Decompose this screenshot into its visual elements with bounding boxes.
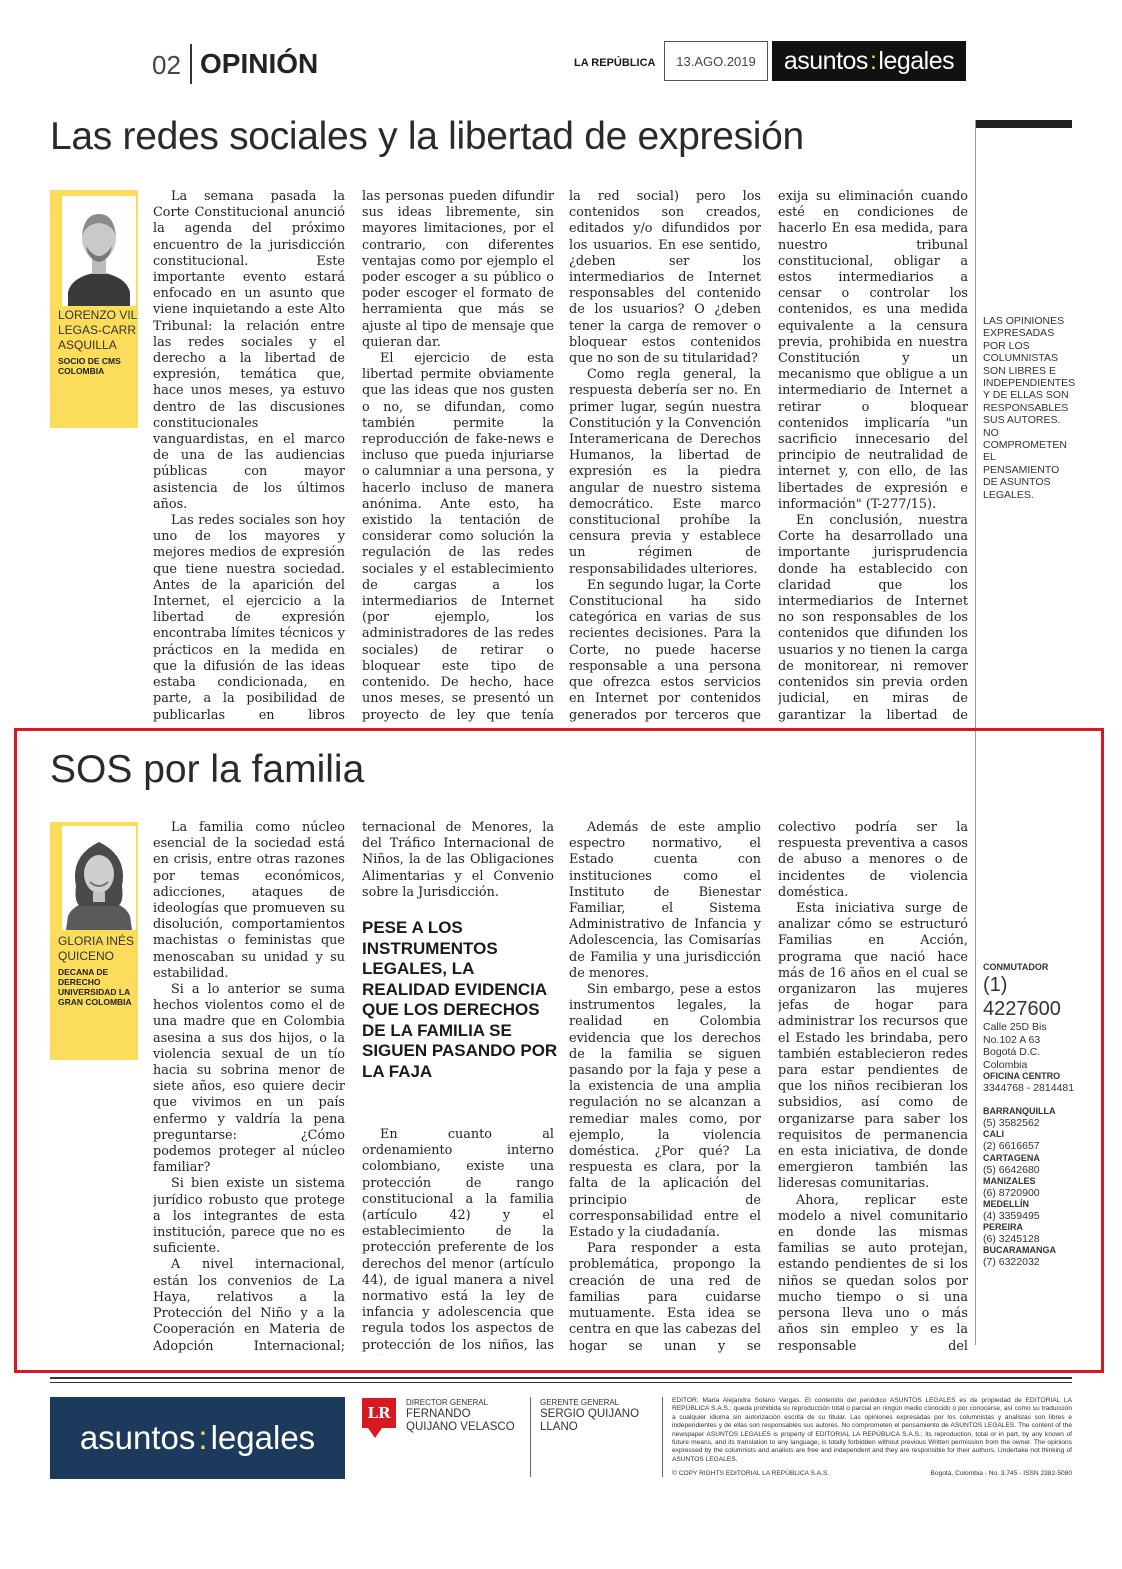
footer-divider <box>530 1397 531 1477</box>
central-office-phone: 3344768 - 2814481 <box>983 1082 1075 1094</box>
city-phone: (7) 6322032 <box>983 1256 1040 1269</box>
paragraph: La familia como núcleo esencial de la sociedad está en crisis, entre otras razones por temas económicos, adicciones, ataques de ideologías que promueven su disolución, comportamientos machistas o feministas que menoscaban su unidad y su estabilidad. <box>153 820 345 981</box>
paragraph: En cuanto al ordenamiento interno colombiano, existe una protección de rango constitucional a la familia (artículo 42) y el establecimiento de la protección preferente de los derechos del menor (artículo 44), de igual manera a nivel normativo está la ley de infancia y adolescencia que regula todos los aspectos de protección de los niños, las <box>362 1127 554 1353</box>
issue-date: 13.AGO.2019 <box>664 41 768 81</box>
brand-colon: : <box>198 1419 208 1456</box>
switchboard-label: CONMUTADOR <box>983 962 1049 972</box>
lr-logo-tail <box>368 1428 382 1438</box>
page-number: 02 <box>152 50 181 80</box>
article-1-author-name: LORENZO VILLEGAS-CARRASQUILLA <box>58 308 138 352</box>
paragraph: En segundo lugar, la Corte Constitucional ha sido categórica en varias de sus recientes decisiones. Para la Corte, no puede hacerse responsable a una persona que ofrezca estos servicios en Internet por contenidos generados por terceros que <box>569 577 761 723</box>
city-name: MANIZALES <box>983 1175 1036 1186</box>
city-name: MEDELLÍN <box>983 1199 1029 1210</box>
city-phone: (4) 3359495 <box>983 1210 1040 1223</box>
paragraph: Como regla general, la respuesta debería ser no. En primer lugar, según nuestra Constitución y la Convención Interamericana de Derechos Humanos, la libertad de expresión es la piedra angular de nuestro sistema democrático. Este marco constitucional prohíbe la censura previa y establece un régimen de responsabilidades ulteriores. <box>569 367 761 577</box>
city-phone: (5) 3582562 <box>983 1117 1040 1130</box>
paragraph: Si a lo anterior se suma hechos violentos como el de una madre que en Colombia asesina a sus dos hijos, o la violencia sexual de un tío hacia su sobrina menor de siete años, eso quiere decir que vivimos en un país enfermo y valdría la pena preguntarse: ¿Cómo podemos proteger al núcleo familiar? <box>153 982 345 1176</box>
article-1-title: Las redes sociales y la libertad de expresión <box>50 115 804 158</box>
footer-brand-logo <box>50 1397 345 1479</box>
brand-colon: : <box>869 46 877 75</box>
rail-top-bar <box>976 120 1072 128</box>
article-1-column-1 <box>153 189 345 723</box>
article-2-title: SOS por la familia <box>50 748 365 791</box>
director-name: FERNANDO QUIJANO VELASCO <box>406 1408 515 1433</box>
paragraph: ternacional de Menores, la del Tráfico Internacional de Niños, la de las Obligaciones Alimentarias y el Convenio sobre la Jurisdicción. <box>362 820 554 900</box>
copyright: © COPY RIGHTS EDITORIAL LA REPÚBLICA S.A.S. <box>672 1470 830 1477</box>
header-brand-logo <box>772 41 966 81</box>
footer-rule <box>50 1377 1072 1379</box>
pull-quote: PESE A LOS INSTRUMENTOS LEGALES, LA REALIDAD EVIDENCIA QUE LOS DERECHOS DE LA FAMILIA SE SIGUEN PASANDO POR LA FAJA <box>362 918 558 1081</box>
paragraph: El ejercicio de esta libertad permite obviamente que las ideas que nos gusten o no, se difundan, como también permite la reproducción de fake-news e incluso que pueda injuriarse o calumniar a una persona, y hacerlo incluso de manera anónima. Ante esto, ha existido la tentación de considerar como solución la regulación de las redes sociales y el establecimiento de cargas a los intermediarios de Internet (por ejemplo, los administradores de las redes sociales) de retirar o bloquear este tipo de contenido. De hecho, hace unos meses, se presentó un proyecto de ley que tenía <box>362 351 554 723</box>
director-role: DIRECTOR GENERAL <box>406 1398 489 1407</box>
city-name: CALI <box>983 1129 1004 1140</box>
legal-footer-line <box>672 1470 1072 1477</box>
paragraph: Además de este amplio espectro normativo, el Estado cuenta con instituciones como el Instituto de Bienestar Familiar, el Sistema Administrativo de Infancia y Adolescencia, las Comisarías de Familia y una jurisdicción de menores. <box>569 820 761 981</box>
brand-word-2: legales <box>878 46 955 75</box>
central-office-label: OFICINA CENTRO <box>983 1071 1061 1081</box>
paragraph: Esta iniciativa surge de analizar cómo se estructuró Familias en Acción, programa que nació hace más de 16 años en el cual se organizaron las mujeres jefas de hogar para administrar los recursos que el Estado les brindaba, pero también establecieron redes para estar pendientes de que los niños recibieran los subsidios, así como de organizarse para saber los requisitos de permanencia en esta iniciativa, de donde emergieron también las lideresas comunitarias. <box>778 901 968 1192</box>
paragraph: A nivel internacional, están los convenios de La Haya, relativos a la Protección del Niño y a la Cooperación en Materia de Adopción Internacional; <box>153 1257 345 1354</box>
paragraph: las personas pueden difundir sus ideas libremente, sin mayores limitaciones, por el contrario, con diferentes ventajas como por ejemplo el poder escoger a su público o poder escoger el formato de herramienta que más se ajuste al tipo de mensaje que quieran dar. <box>362 189 554 350</box>
paragraph: colectivo podría ser la respuesta preventiva a casos de abuso a menores o de incidentes de violencia doméstica. <box>778 820 968 900</box>
issue-info: Bogotá, Colombia - No. 3.745 - ISSN 2382-5080 <box>930 1470 1072 1477</box>
article-1-column-4 <box>778 189 968 723</box>
director-block <box>406 1398 524 1434</box>
address-line: Bogotá D.C. <box>983 1046 1041 1058</box>
header-divider <box>190 44 192 84</box>
section-title: OPINIÓN <box>200 48 319 79</box>
article-2-author-name: GLORIA INÉS QUICENO <box>58 934 135 963</box>
manager-role: GERENTE GENERAL <box>540 1398 620 1407</box>
article-1-author-role: SOCIO DE CMS COLOMBIA <box>58 356 121 376</box>
article-1-column-3 <box>569 189 761 723</box>
paragraph: exija su eliminación cuando esté en condiciones de hacerlo En esa medida, para nuestro tribunal constitucional, obligar a estos intermediarios a censar o controlar los contenidos, es una medida equivalente a la censura previa, prohibida en nuestra Constitución y un mecanismo que obligue a un intermediario de Internet a retirar o bloquear contenidos implicaría "un sacrificio innecesario del principio de neutralidad de internet y, con ello, de las libertades de expresión e información" (T-277/15). <box>778 189 968 512</box>
city-name: PEREIRA <box>983 1222 1024 1233</box>
paragraph: La semana pasada la Corte Constitucional anunció la agenda del próximo encuentro de la jurisdicción constitucional. Este importante evento estará enfocado en un asunto que viene inquietando a este Alto Tribunal: la relación entre las redes sociales y el derecho a la libertad de expresión, temática que, hace unos meses, ya estuvo dentro de las discusiones constitucionales vanguardistas, en el marco de una de las audiencias públicas con mayor asistencia de los últimos años. <box>153 189 345 512</box>
brand-word-2: legales <box>210 1419 316 1456</box>
city-phone: (6) 3245128 <box>983 1233 1040 1246</box>
publisher-name: LA REPÚBLICA <box>574 57 656 69</box>
article-1-column-2 <box>362 189 554 723</box>
paragraph: Si bien existe un sistema jurídico robusto que protege a los integrantes de esta institución, parece que no es suficiente. <box>153 1176 345 1257</box>
city-phone: (2) 6616657 <box>983 1140 1040 1153</box>
opinion-disclaimer: LAS OPINIONES EXPRESADAS POR LOS COLUMNISTAS SON LIBRES E INDEPENDIENTES Y DE ELLAS SON RESPONSABLES SUS AUTORES. NO COMPROMETEN EL PENSAMIENTO DE ASUNTOS LEGALES. <box>983 315 1076 501</box>
brand-word-1: asuntos <box>783 46 868 75</box>
city-name: BUCARAMANGA <box>983 1245 1056 1256</box>
address-line: Colombia <box>983 1058 1028 1071</box>
footer-divider <box>662 1397 663 1477</box>
manager-block <box>540 1398 650 1434</box>
footer-rule <box>50 1382 1072 1383</box>
paragraph: Sin embargo, pese a estos instrumentos legales, la realidad en Colombia evidencia que los derechos de la familia se siguen pasando por la faja y pese a la existencia de una amplia regulación no se alcanzan a remediar males como, por ejemplo, la violencia doméstica. ¿Por qué? La respuesta es clara, por la falta de la aplicación del principio de corresponsabilidad entre el Estado y la ciudadanía. <box>569 982 761 1241</box>
paragraph: la red social) pero los contenidos son creados, editados y/o difundidos por los usuarios. En ese sentido, ¿deben ser los intermediarios de Internet responsables del contenido de los usuarios? O ¿deben tener la carga de remover o bloquear estos contenidos que no son de su titularidad? <box>569 189 761 367</box>
city-name: BARRANQUILLA <box>983 1106 1056 1117</box>
switchboard-number: (1) 4227600 <box>983 974 1061 1020</box>
city-phone: (5) 6642680 <box>983 1163 1040 1176</box>
address-line: Calle 25D Bis <box>983 1021 1047 1033</box>
article-2-author-role: DECANA DE DERECHO UNIVERSIDAD LA GRAN COLOMBIA <box>58 967 132 1007</box>
brand-word-1: asuntos <box>79 1419 196 1456</box>
legal-notice: EDITOR: María Alejandra Solano Vargas. El contenido del periódico ASUNTOS LEGALES es de propiedad de EDITORIAL LA REPÚBLICA S.A.S.; queda prohibida su reproducción total o parcial en ningún medio conocido o por conocerse, así como su traducción a cualquier idioma sin autorización escrita de su titular. Las opiniones expresadas por los columnistas y analistas son libres e independientes y de ellas son responsables sus autores. No comprometen el pensamiento de ASUNTOS LEGALES. The content of the newspaper ASUNTOS LEGALES is property of EDITORIAL LA REPÚBLICA S.A.S.; its reproduction, total or in part, by any known of future means, and its translation to any language, is totally forbidden without previous Written permission from the owner. The opinions expressed by the columnists and analists are free and independent and they are responsible for their authors. Undertake not thinking of ASUNTOS LEGALES. <box>672 1397 1072 1463</box>
article-1-author-box <box>50 190 138 428</box>
paragraph: Las redes sociales son hoy uno de los mayores y mejores medios de expresión que tiene nuestra sociedad. Antes de la aparición del Internet, el ejercicio a la libertad de expresión encontraba límites técnicos y prácticos en la medida en que la difusión de las ideas estaba condicionada, en parte, a la posibilidad de publicarlas en libros <box>153 513 345 723</box>
highlight-box <box>14 728 1104 1373</box>
paragraph: Ahora, replicar este modelo a nivel comunitario en donde las mismas familias se auto protejan, estando pendientes de si los niños se quedan solos por mucho tiempo o si una persona lleva uno o más años sin empleo y es la responsable del <box>778 1192 968 1354</box>
city-name: CARTAGENA <box>983 1152 1040 1163</box>
author-photo-icon <box>62 196 136 306</box>
manager-name: SERGIO QUIJANO LLANO <box>540 1408 640 1433</box>
address-line: No.102 A 63 <box>983 1033 1041 1046</box>
paragraph: Para responder a esta problemática, propongo la creación de una red de familias para cuidarse mutuamente. Esta idea se centra en que las cabezas del hogar se unan y se <box>569 1241 761 1354</box>
lr-logo-icon: LR <box>362 1398 396 1428</box>
paragraph: En conclusión, nuestra Corte ha desarrollado una importante jurisprudencia donde ha establecido con claridad que los intermediarios de Internet no son responsables de los contenidos que difunden los usuarios y no tienen la carga de monitorear, ni remover contenidos sin previa orden judicial, en miras de garantizar la libertad de <box>778 513 968 723</box>
city-phone: (6) 8720900 <box>983 1186 1040 1199</box>
